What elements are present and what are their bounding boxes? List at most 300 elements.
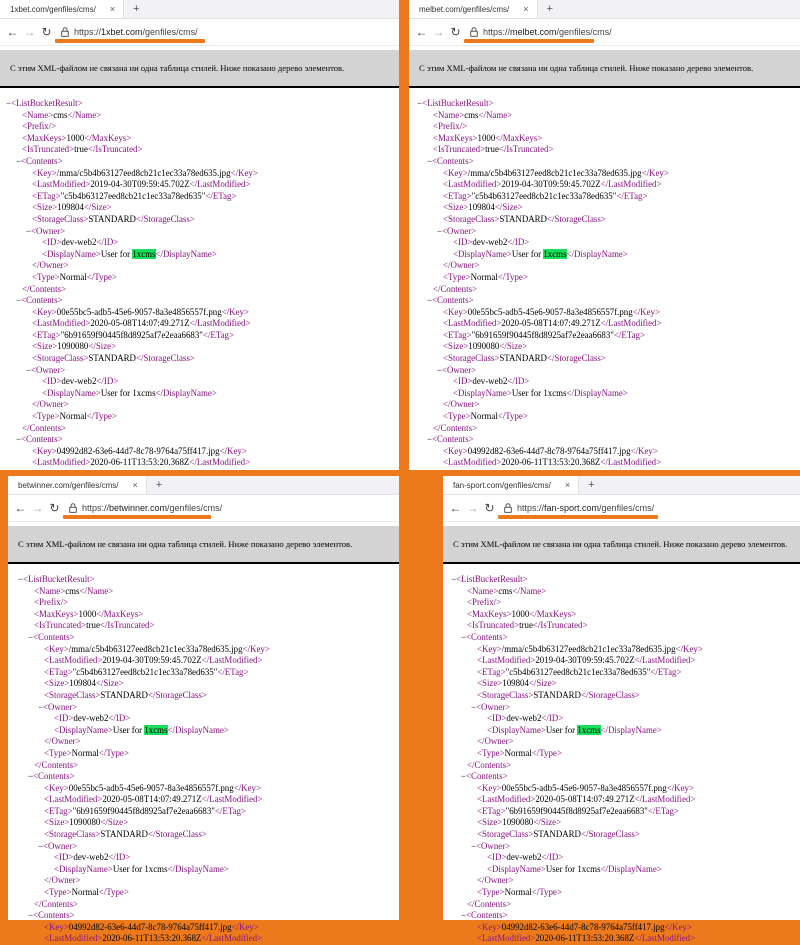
xml-tag: <Key>: [44, 643, 69, 654]
xml-tag: </LastModified>: [201, 655, 263, 666]
xml-line: [0, 376, 399, 388]
xml-line: [8, 736, 399, 748]
xml-tag: <Name>: [433, 109, 465, 120]
collapse-toggle[interactable]: −: [437, 364, 443, 375]
xml-line: [443, 899, 800, 911]
xml-line: [409, 202, 800, 214]
xml-tag: </ID>: [96, 376, 119, 387]
back-icon[interactable]: ←: [415, 25, 428, 39]
xml-tag: </Owner>: [477, 875, 514, 886]
xml-value: 1000: [66, 132, 85, 143]
xml-tag: </Name>: [67, 109, 102, 120]
xml-tag: <LastModified>: [477, 933, 536, 944]
xml-line: [409, 399, 800, 411]
xml-tag: </Key>: [632, 306, 660, 317]
xml-value: "6b91659f90445f8d8925af7e2eaa6683": [60, 329, 203, 340]
navigation-bar: [409, 19, 800, 46]
highlighted-text: 1xcms: [132, 248, 156, 259]
collapse-toggle[interactable]: −: [437, 225, 443, 236]
xml-tag: </StorageClass>: [546, 213, 606, 224]
xml-value: dev-web2: [73, 713, 109, 724]
tab-title: melbet.com/genfiles/cms/: [419, 4, 510, 14]
xml-tag: </ID>: [507, 237, 530, 248]
xml-line: [0, 133, 399, 145]
xml-line: [0, 318, 399, 330]
new-tab-button[interactable]: +: [155, 479, 163, 491]
xml-line: [409, 330, 800, 342]
xml-line: [443, 667, 800, 679]
xml-value: 2020-06-11T13:53:20.368Z: [102, 933, 202, 944]
xml-line: [8, 644, 399, 656]
xml-tree: [409, 88, 800, 469]
xml-value: "c5b4b63127eed8cb21c1ec33a78ed635": [505, 666, 651, 677]
url-host: betwinner.com: [109, 503, 168, 513]
forward-icon[interactable]: →: [31, 501, 44, 515]
xml-tag: <Type>: [44, 747, 72, 758]
xml-tag: <Name>: [22, 109, 54, 120]
xml-tag: <ListBucketResult>: [23, 574, 95, 584]
new-tab-button[interactable]: +: [133, 3, 140, 15]
collapse-toggle[interactable]: −: [471, 840, 477, 851]
collapse-toggle[interactable]: −: [38, 701, 44, 712]
xml-line: [0, 399, 399, 411]
xml-line: [8, 841, 399, 853]
xml-tag: <ListBucketResult>: [11, 98, 83, 108]
xml-tag: <Size>: [477, 817, 503, 828]
highlighted-text: 1xcms: [577, 724, 601, 735]
xml-tag: <Contents>: [432, 434, 474, 445]
xml-value: "c5b4b63127eed8cb21c1ec33a78ed635": [72, 666, 218, 677]
xml-value: "c5b4b63127eed8cb21c1ec33a78ed635": [471, 190, 617, 201]
back-icon[interactable]: ←: [14, 501, 27, 515]
url-path: /genfiles/cms/: [142, 27, 198, 37]
xml-tag: </Contents>: [467, 759, 512, 770]
xml-line: [0, 365, 399, 377]
xml-line: [443, 632, 800, 644]
xml-tag: </Key>: [675, 643, 703, 654]
collapse-toggle[interactable]: −: [461, 771, 467, 782]
xml-value: 1000: [477, 132, 496, 143]
xml-line: [8, 771, 399, 783]
xml-line: [443, 713, 800, 725]
close-tab-icon[interactable]: ×: [523, 4, 529, 14]
xml-line: [409, 191, 800, 203]
xml-line: [443, 794, 800, 806]
xml-tree: [8, 564, 399, 945]
xml-tag: </IsTruncated>: [99, 620, 155, 631]
xml-value: "c5b4b63127eed8cb21c1ec33a78ed635": [60, 190, 206, 201]
xml-tag: <ListBucketResult>: [456, 574, 528, 584]
xml-tag: </Owner>: [477, 736, 514, 747]
new-tab-button[interactable]: +: [588, 479, 595, 491]
xml-tag: <Type>: [477, 747, 505, 758]
xml-tag: </DisplayName>: [600, 863, 662, 874]
xml-line: [0, 353, 399, 365]
xml-line: [443, 655, 800, 667]
xml-value: 2020-05-08T14:07:49.271Z: [90, 318, 190, 329]
close-tab-icon[interactable]: ×: [109, 4, 116, 14]
xml-line: [8, 574, 399, 586]
xml-value: STANDARD: [533, 689, 581, 700]
xml-tag: <LastModified>: [477, 655, 536, 666]
xml-tag: <Contents>: [33, 771, 75, 782]
xml-line: [0, 110, 399, 122]
xml-tag: <ID>: [487, 852, 507, 863]
xml-tag: <Type>: [32, 271, 60, 282]
xml-line: [443, 678, 800, 690]
xml-value: Normal: [71, 887, 99, 898]
xml-value: dev-web2: [472, 376, 508, 387]
xml-tag: <Size>: [443, 202, 469, 213]
reload-icon[interactable]: ↻: [484, 501, 495, 515]
back-icon[interactable]: ←: [6, 25, 19, 39]
xml-value: 00e55bc5-adb5-45e6-9057-8a3e4856557f.png: [68, 782, 234, 793]
xml-line: [409, 423, 800, 435]
xml-tag: </Key>: [242, 643, 270, 654]
xml-line: [443, 597, 800, 609]
xml-tag: </StorageClass>: [580, 689, 640, 700]
xml-tag: </Contents>: [34, 759, 79, 770]
lock-icon: [470, 27, 478, 37]
url-path: /genfiles/cms/: [167, 503, 223, 513]
xml-tag: <StorageClass>: [477, 829, 534, 840]
xml-tag: <Size>: [44, 817, 70, 828]
url-host: melbet.com: [510, 27, 557, 37]
xml-tag: </ETag>: [202, 329, 234, 340]
xml-tag: <ETag>: [32, 329, 61, 340]
close-tab-icon[interactable]: ×: [564, 480, 571, 490]
collapse-toggle[interactable]: −: [16, 434, 22, 445]
xml-line: [0, 260, 399, 272]
xml-tag: </Size>: [100, 817, 129, 828]
address-bar[interactable]: [470, 27, 612, 37]
xml-tag: <Contents>: [466, 771, 508, 782]
xml-tag: <Size>: [477, 678, 503, 689]
xml-line: [409, 226, 800, 238]
xml-value: true: [519, 620, 533, 631]
back-icon[interactable]: ←: [449, 501, 462, 515]
xml-tag: <Size>: [443, 341, 469, 352]
xml-tag: </ID>: [541, 713, 564, 724]
xml-line: [8, 620, 399, 632]
xml-value: 04992d82-63e6-44d7-8c78-9764a75ff417.jpg: [68, 921, 232, 932]
xml-value: User for 1xcms: [112, 863, 168, 874]
collapse-toggle[interactable]: −: [38, 840, 44, 851]
xml-value: dev-web2: [506, 713, 542, 724]
xml-line: [8, 586, 399, 598]
xml-tag: </ETag>: [613, 329, 645, 340]
xml-value: cms: [464, 109, 479, 120]
xml-value: 1090080: [502, 817, 534, 828]
xml-tag: <LastModified>: [32, 457, 91, 468]
xml-tag: </Type>: [86, 411, 117, 422]
xml-line: [443, 644, 800, 656]
xml-tag: </Size>: [499, 341, 528, 352]
collapse-toggle[interactable]: −: [16, 155, 22, 166]
xml-tag: </LastModified>: [201, 794, 263, 805]
xml-line: [409, 272, 800, 284]
xml-tag: <Contents>: [21, 434, 63, 445]
xml-tag: </Size>: [533, 817, 562, 828]
browser-tab[interactable]: [443, 476, 579, 494]
collapse-toggle[interactable]: −: [427, 434, 433, 445]
xml-line: [8, 933, 399, 945]
xml-tag: <Contents>: [33, 910, 75, 921]
highlighted-text: 1xcms: [144, 724, 168, 735]
url-highlight-underline: [55, 39, 205, 43]
xml-line: [0, 202, 399, 214]
xml-line: [409, 388, 800, 400]
xml-value: User for 1xcms: [511, 387, 567, 398]
xml-value: /mma/c5b4b63127eed8cb21c1ec33a78ed635.jpg: [501, 643, 676, 654]
xml-line: [443, 910, 800, 922]
xml-line: [0, 341, 399, 353]
url-prefix: https://: [82, 503, 110, 513]
xml-value: 2020-05-08T14:07:49.271Z: [501, 318, 601, 329]
browser-tab[interactable]: [409, 0, 538, 18]
xml-tag: </Contents>: [22, 283, 67, 294]
xml-line: [443, 887, 800, 899]
xml-tag: <IsTruncated>: [467, 620, 520, 631]
xml-value: cms: [65, 585, 80, 596]
xml-tag: </MaxKeys>: [96, 608, 144, 619]
xml-line: [409, 110, 800, 122]
collapse-toggle[interactable]: −: [461, 910, 467, 921]
url-path: /genfiles/cms/: [556, 27, 612, 37]
xml-value: true: [485, 144, 499, 155]
xml-line: [0, 388, 399, 400]
xml-tag: </Name>: [79, 585, 114, 596]
xml-value: User for: [511, 248, 544, 259]
xml-tag: </Name>: [512, 585, 547, 596]
collapse-toggle[interactable]: −: [28, 631, 34, 642]
xml-line: [8, 655, 399, 667]
xml-line: [409, 144, 800, 156]
browser-tab[interactable]: [0, 0, 124, 18]
xml-value: /mma/c5b4b63127eed8cb21c1ec33a78ed635.jpg: [467, 167, 642, 178]
collapse-toggle[interactable]: −: [28, 771, 34, 782]
xml-tag: <Key>: [44, 782, 69, 793]
xml-tag: </Contents>: [22, 422, 67, 433]
collapse-toggle[interactable]: −: [427, 155, 433, 166]
xml-tag: <LastModified>: [477, 794, 536, 805]
xml-line: [409, 156, 800, 168]
xml-tag: </Type>: [531, 887, 562, 898]
xml-tag: </MaxKeys>: [84, 132, 132, 143]
forward-icon[interactable]: →: [466, 501, 479, 515]
xml-line: [8, 690, 399, 702]
xml-value: true: [86, 620, 100, 631]
xml-tag: </ETag>: [647, 805, 679, 816]
xml-tag: </Owner>: [443, 399, 480, 410]
url-highlight-underline: [63, 515, 211, 519]
xml-value: STANDARD: [88, 213, 136, 224]
new-tab-button[interactable]: +: [546, 3, 553, 15]
address-bar[interactable]: [504, 503, 654, 513]
xml-line: [0, 98, 399, 110]
xml-tag: <Key>: [32, 167, 57, 178]
xml-value: 1090080: [468, 341, 500, 352]
xml-line: [409, 121, 800, 133]
xml-tag: <DisplayName>: [453, 248, 512, 259]
tab-title: 1xbet.com/genfiles/cms/: [10, 4, 96, 14]
xml-line: [8, 702, 399, 714]
xml-tag: <StorageClass>: [32, 213, 89, 224]
reload-icon[interactable]: ↻: [41, 25, 52, 39]
collapse-toggle[interactable]: −: [28, 910, 34, 921]
xml-tag: </Contents>: [467, 898, 512, 909]
forward-icon[interactable]: →: [23, 25, 36, 39]
xml-line: [443, 852, 800, 864]
browser-window-melbet: [409, 0, 800, 470]
url-prefix: https://: [74, 27, 102, 37]
xml-tag: <StorageClass>: [443, 213, 500, 224]
reload-icon[interactable]: ↻: [450, 25, 461, 39]
xml-tag: </Type>: [98, 747, 129, 758]
xml-line: [0, 249, 399, 261]
xml-tag: <ID>: [487, 713, 507, 724]
xml-tag: </StorageClass>: [135, 353, 195, 364]
xml-tag: <LastModified>: [32, 179, 91, 190]
xml-value: STANDARD: [100, 689, 148, 700]
xml-tag: </LastModified>: [634, 794, 696, 805]
xml-line: [0, 226, 399, 238]
xml-tag: </Type>: [98, 887, 129, 898]
xml-value: 00e55bc5-adb5-45e6-9057-8a3e4856557f.png: [501, 782, 667, 793]
xml-value: 2020-06-11T13:53:20.368Z: [90, 457, 190, 468]
xml-tag: </ETag>: [205, 190, 237, 201]
xml-tag: </Key>: [231, 921, 259, 932]
xml-tag: <LastModified>: [44, 655, 103, 666]
xml-value: User for: [545, 724, 578, 735]
xml-value: 109804: [502, 678, 529, 689]
xml-tag: </DisplayName>: [566, 387, 628, 398]
xml-line: [8, 678, 399, 690]
xml-line: [0, 446, 399, 458]
xml-tag: </Size>: [88, 341, 117, 352]
xml-value: "6b91659f90445f8d8925af7e2eaa6683": [471, 329, 614, 340]
xml-tag: <Key>: [443, 167, 468, 178]
xml-tag: </ID>: [108, 713, 131, 724]
browser-tab[interactable]: [8, 476, 147, 494]
xml-tag: </Key>: [230, 167, 258, 178]
collapse-toggle[interactable]: −: [26, 364, 32, 375]
xml-line: [409, 214, 800, 226]
xml-line: [8, 852, 399, 864]
xml-tag: </ID>: [507, 376, 530, 387]
xml-line: [409, 98, 800, 110]
xml-line: [0, 411, 399, 423]
xml-line: [0, 144, 399, 156]
xml-tag: </LastModified>: [634, 655, 696, 666]
xml-tag: <LastModified>: [44, 933, 103, 944]
xml-tag: <Key>: [477, 643, 502, 654]
xml-value: 04992d82-63e6-44d7-8c78-9764a75ff417.jpg: [467, 445, 631, 456]
xml-value: 1090080: [57, 341, 89, 352]
xml-line: [409, 353, 800, 365]
xml-tag: <DisplayName>: [42, 248, 101, 259]
collapse-toggle[interactable]: −: [427, 295, 433, 306]
address-bar[interactable]: [61, 27, 198, 37]
xml-line: [8, 609, 399, 621]
xml-tag: <ETag>: [443, 329, 472, 340]
xml-tag: <Key>: [443, 306, 468, 317]
address-bar[interactable]: [69, 503, 222, 513]
xml-value: dev-web2: [73, 852, 109, 863]
xml-tag: <Key>: [477, 782, 502, 793]
xml-tag: <Contents>: [21, 155, 63, 166]
xml-line: [443, 783, 800, 795]
tab-bar: [8, 476, 399, 495]
xml-line: [409, 376, 800, 388]
xml-line: [409, 434, 800, 446]
xml-tag: </LastModified>: [600, 457, 662, 468]
collapse-toggle[interactable]: −: [417, 98, 423, 108]
xml-tag: <Name>: [34, 585, 66, 596]
navigation-bar: [443, 495, 800, 522]
xml-value: STANDARD: [100, 829, 148, 840]
xml-tag: </Name>: [478, 109, 513, 120]
xml-tag: <Key>: [32, 445, 57, 456]
browser-window-1xbet: [0, 0, 399, 470]
collapse-toggle[interactable]: −: [451, 574, 457, 584]
xml-value: true: [74, 144, 88, 155]
xml-tag: <Prefix/>: [433, 121, 468, 132]
xml-line: [0, 284, 399, 296]
collapse-toggle[interactable]: −: [461, 631, 467, 642]
xml-value: 2020-05-08T14:07:49.271Z: [102, 794, 202, 805]
collapse-toggle[interactable]: −: [26, 225, 32, 236]
xml-tag: </ID>: [108, 852, 131, 863]
xml-tag: </LastModified>: [189, 318, 251, 329]
xml-tag: </Owner>: [32, 399, 69, 410]
xml-value: 2020-05-08T14:07:49.271Z: [535, 794, 635, 805]
browser-window-betwinner: [8, 476, 399, 944]
xml-value: dev-web2: [472, 237, 508, 248]
xml-line: [8, 760, 399, 772]
collapse-toggle[interactable]: −: [6, 98, 12, 108]
xml-tag: </StorageClass>: [147, 689, 207, 700]
close-tab-icon[interactable]: ×: [132, 480, 138, 490]
xml-value: /mma/c5b4b63127eed8cb21c1ec33a78ed635.jpg: [56, 167, 231, 178]
forward-icon[interactable]: →: [432, 25, 445, 39]
lock-icon: [504, 503, 512, 513]
xml-tree: [443, 564, 800, 945]
xml-tree: [0, 88, 399, 469]
collapse-toggle[interactable]: −: [471, 701, 477, 712]
xml-tag: <StorageClass>: [477, 689, 534, 700]
xml-tag: </ID>: [96, 237, 119, 248]
xml-line: [443, 620, 800, 632]
xml-line: [0, 423, 399, 435]
collapse-toggle[interactable]: −: [16, 295, 22, 306]
xml-line: [443, 736, 800, 748]
xml-tag: <ETag>: [477, 666, 506, 677]
xml-tag: </Size>: [528, 678, 557, 689]
xml-tag: </Owner>: [44, 875, 81, 886]
navigation-bar: [0, 19, 399, 46]
xml-value: 1000: [511, 608, 530, 619]
xml-line: [443, 586, 800, 598]
reload-icon[interactable]: ↻: [49, 501, 60, 515]
xml-value: Normal: [504, 747, 532, 758]
xml-line: [443, 574, 800, 586]
xml-tag: <DisplayName>: [453, 387, 512, 398]
xml-value: 2020-06-11T13:53:20.368Z: [501, 457, 601, 468]
xml-value: "6b91659f90445f8d8925af7e2eaa6683": [72, 805, 215, 816]
collapse-toggle[interactable]: −: [18, 574, 24, 584]
xml-line: [8, 713, 399, 725]
